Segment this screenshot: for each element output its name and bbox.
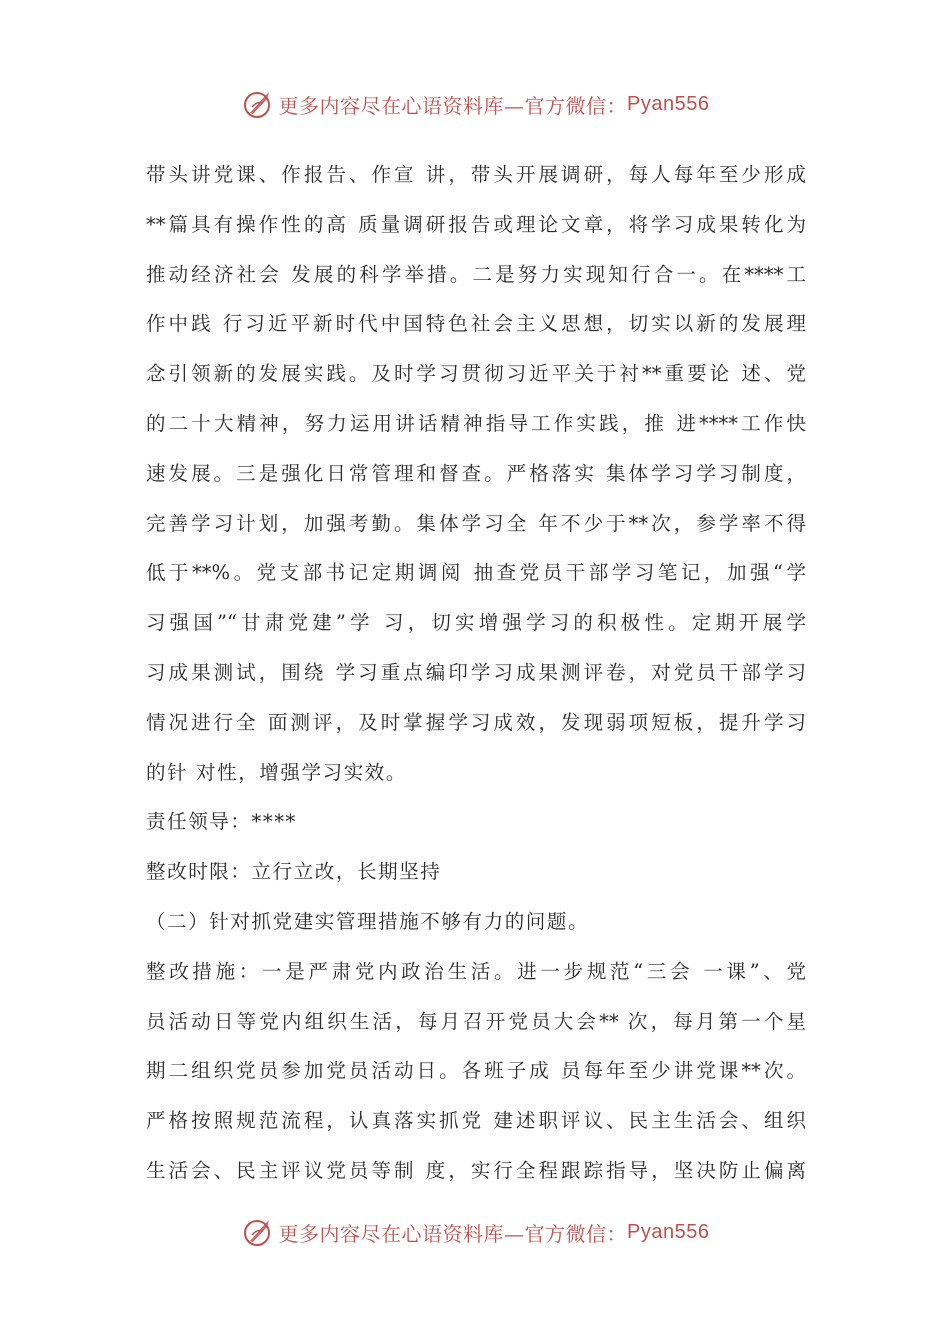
footer-banner-id: Pyan556 (627, 1220, 710, 1243)
text-line: 员活动日等党内组织生活，每月召开党员大会** 次，每月第一个星 (146, 1009, 806, 1033)
text-line: 期二组织党员参加党员活动日。各班子成 员每年至少讲党课**次。 (146, 1059, 806, 1083)
text-line: 带头讲党课、作报告、作宣 讲，带头开展调研，每人每年至少形成 (146, 163, 806, 186)
pen-circle-logo-icon (241, 1215, 275, 1249)
header-banner (0, 84, 950, 124)
header-banner-id: Pyan556 (627, 92, 710, 115)
text-line: 情况进行全 面测评，及时掌握学习成效，发现弱项短板，提升学习 (146, 710, 806, 734)
document-body (146, 150, 806, 1196)
text-line: 速发展。三是强化日常管理和督查。严格落实 集体学习学习制度， (146, 461, 806, 485)
text-line: 作中践 行习近平新时代中国特色社会主义思想，切实以新的发展理 (146, 312, 806, 336)
text-line: 念引领新的发展实践。及时学习贯彻习近平关于衬**重要论 述、党 (146, 362, 806, 386)
text-line: 整改措施：一是严肃党内政治生活。进一步规范“三会 一课”、党 (146, 959, 806, 983)
text-line: 生活会、民主评议党员等制 度，实行全程跟踪指导，坚决防止偏离 (146, 1158, 806, 1182)
footer-banner (0, 1212, 950, 1252)
text-line: 习成果测试，围绕 学习重点编印学习成果测评卷，对党员干部学习 (146, 660, 806, 684)
text-line: 严格按照规范流程，认真落实抓党 建述职评议、民主生活会、组织 (146, 1109, 806, 1133)
text-line: 的二十大精神，努力运用讲话精神指导工作实践，推 进****工作快 (146, 411, 806, 435)
section-heading: （二）针对抓党建实管理措施不够有力的问题。 (146, 909, 590, 933)
responsible-leader: 责任领导：**** (146, 810, 297, 834)
text-line: 习强国”“甘肃党建”学 习，切实增强学习的积极性。定期开展学 (146, 611, 806, 635)
text-line: **篇具有操作性的高 质量调研报告或理论文章，将学习成果转化为 (146, 212, 806, 236)
text-line: 低于**%。党支部书记定期调阅 抽查党员干部学习笔记，加强“学 (146, 561, 806, 585)
text-line: 推动经济社会 发展的科学举措。二是努力实现知行合一。在****工 (146, 262, 806, 286)
deadline: 整改时限：立行立改，长期坚持 (146, 860, 442, 884)
footer-banner-text: 更多内容尽在心语资料库—官方微信： (278, 1221, 628, 1246)
text-line: 的针 对性，增强学习实效。 (146, 760, 407, 784)
pen-circle-logo-icon (241, 87, 275, 121)
header-banner-text: 更多内容尽在心语资料库—官方微信： (278, 93, 628, 118)
text-line: 完善学习计划，加强考勤。集体学习全 年不少于**次，参学率不得 (146, 511, 806, 535)
